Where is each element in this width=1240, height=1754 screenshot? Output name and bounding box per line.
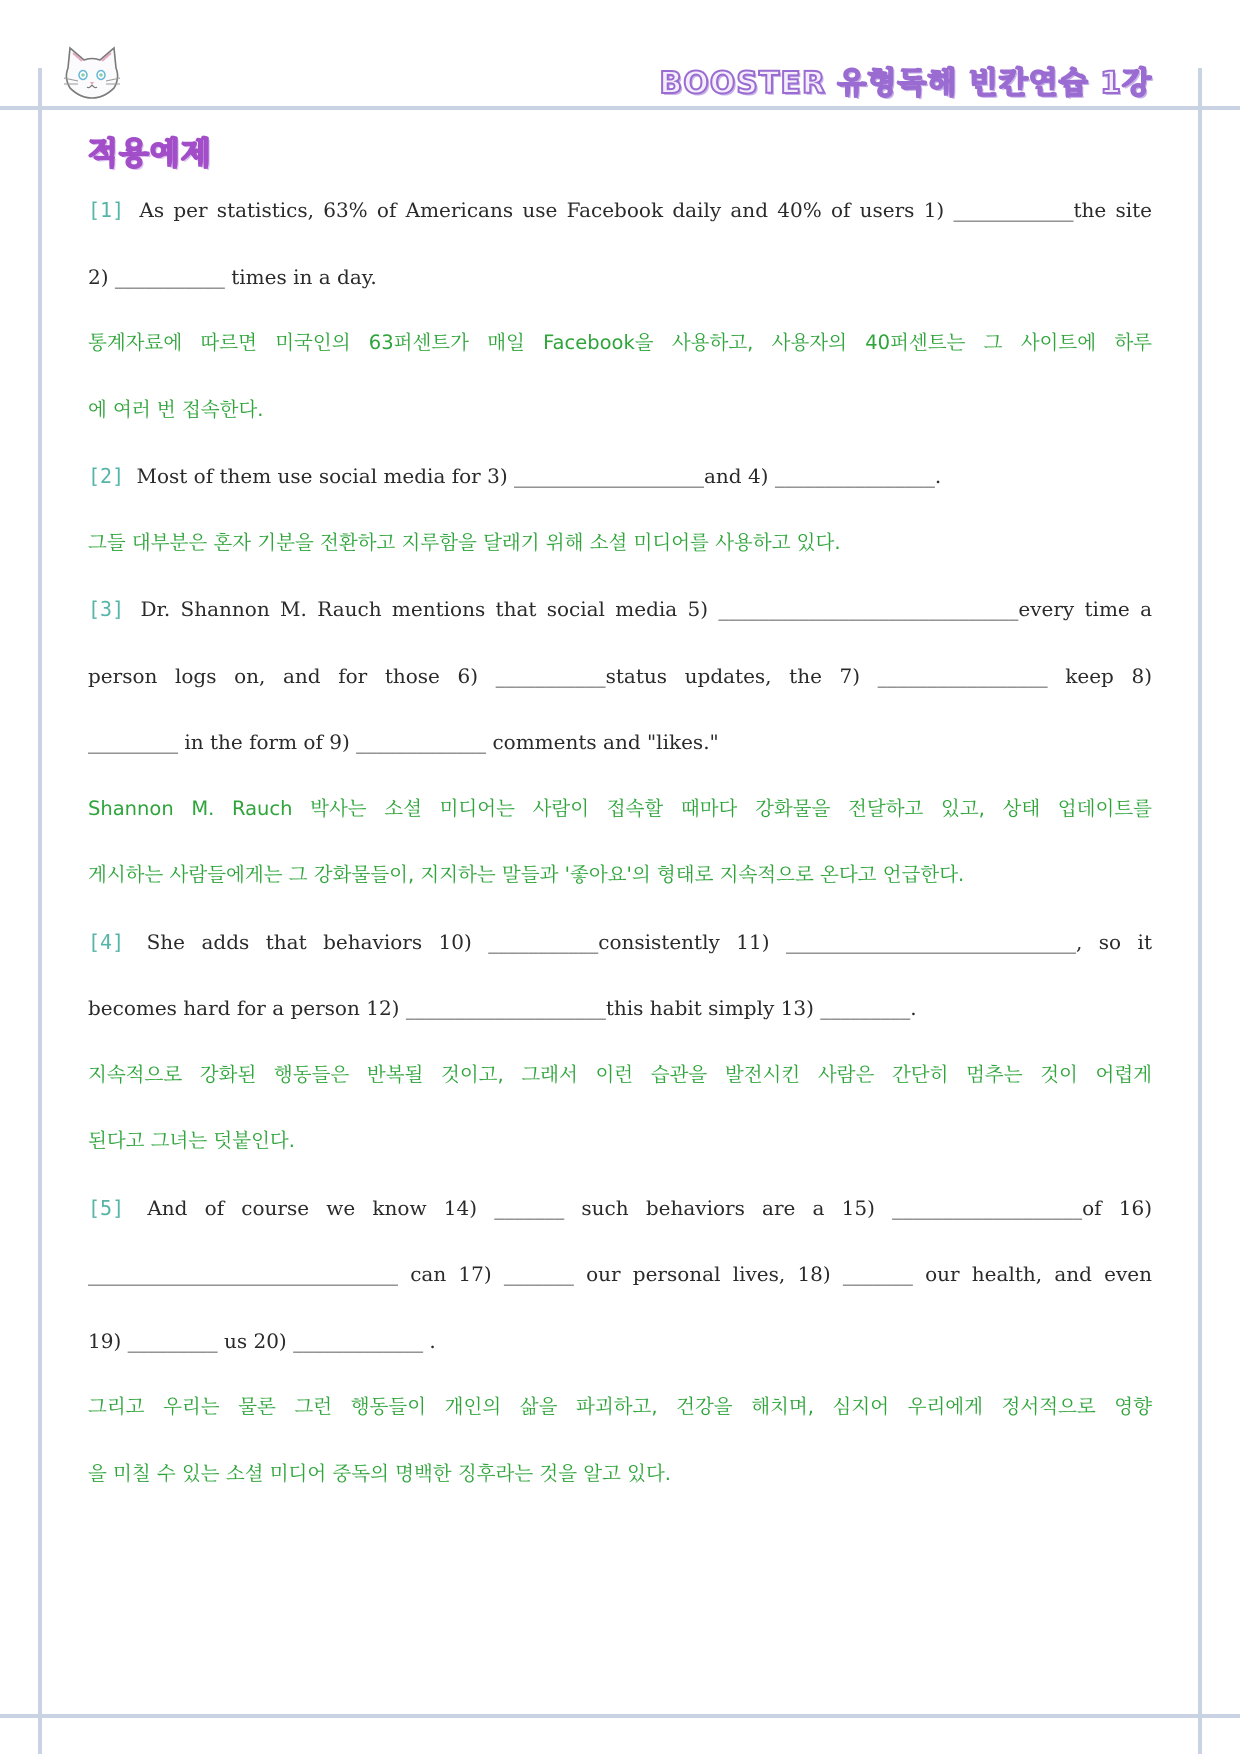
cat-face-icon (60, 44, 124, 102)
paragraph-number: [2] (88, 464, 125, 488)
english-passage-line (88, 726, 1152, 758)
korean-translation-line (88, 1458, 1152, 1490)
english-passage-line (88, 1192, 1152, 1224)
right-border (1198, 68, 1202, 1754)
line-text: 된다고 그녀는 덧붙인다. (88, 1129, 295, 1152)
english-passage-line (88, 1325, 1152, 1357)
line-text: Shannon M. Rauch 박사는 소셜 미디어는 사람이 접속할 때마다 강화물을 전달하고 있고, 상태 업데이트를 (88, 797, 1152, 820)
english-passage-line (88, 593, 1152, 625)
english-passage-line (88, 194, 1152, 226)
korean-translation-line (88, 793, 1152, 825)
section-title: 적용예제 (88, 136, 212, 172)
line-text: Most of them use social media for 3) ___________________and 4) ________________. (136, 464, 942, 488)
line-text: She adds that behaviors 10) ___________consistently 11) _____________________________, so it (146, 930, 1152, 954)
line-text: Dr. Shannon M. Rauch mentions that social media 5) ______________________________every time a (140, 597, 1152, 621)
paragraph-number: [4] (88, 930, 125, 954)
english-passage-line (88, 1258, 1152, 1290)
line-text: 을 미칠 수 있는 소셜 미디어 중독의 명백한 징후라는 것을 알고 있다. (88, 1462, 671, 1485)
line-text: 통계자료에 따르면 미국인의 63퍼센트가 매일 Facebook을 사용하고, 사용자의 40퍼센트는 그 사이트에 하루 (88, 331, 1152, 354)
korean-translation-line (88, 527, 1152, 559)
english-passage-line (88, 926, 1152, 958)
line-text: becomes hard for a person 12) ____________________this habit simply 13) _________. (88, 996, 917, 1020)
line-text: 게시하는 사람들에게는 그 강화물들이, 지지하는 말들과 '좋아요'의 형태로 지속적으로 온다고 언급한다. (88, 863, 965, 886)
line-text: person logs on, and for those 6) ___________status updates, the 7) _________________ keep 8) (88, 664, 1152, 688)
korean-translation-line (88, 394, 1152, 426)
line-text: 19) _________ us 20) _____________ . (88, 1329, 436, 1353)
line-text: 지속적으로 강화된 행동들은 반복될 것이고, 그래서 이런 습관을 발전시킨 사람은 간단히 멈추는 것이 어렵게 (88, 1063, 1152, 1086)
line-text: 그리고 우리는 물론 그런 행동들이 개인의 삶을 파괴하고, 건강을 해치며, 심지어 우리에게 정서적으로 영향 (88, 1395, 1152, 1418)
korean-translation-line (88, 327, 1152, 359)
paragraph-number: [1] (88, 198, 125, 222)
line-text: 에 여러 번 접속한다. (88, 398, 264, 421)
page-header-title: BOOSTER 유형독해 빈칸연습 1강 (659, 66, 1152, 101)
line-text: 그들 대부분은 혼자 기분을 전환하고 지루함을 달래기 위해 소셜 미디어를 사용하고 있다. (88, 531, 841, 554)
line-text: As per statistics, 63% of Americans use Facebook daily and 40% of users 1) ____________the site (139, 198, 1152, 222)
left-border (38, 68, 42, 1754)
line-text: 2) ___________ times in a day. (88, 265, 377, 289)
top-divider (0, 106, 1240, 110)
english-passage-line (88, 460, 1152, 492)
line-text: _________ in the form of 9) _____________ comments and "likes." (88, 730, 719, 754)
paragraph-number: [5] (88, 1196, 125, 1220)
english-passage-line (88, 660, 1152, 692)
bottom-divider (0, 1714, 1240, 1718)
korean-translation-line (88, 1125, 1152, 1157)
english-passage-line (88, 261, 1152, 293)
english-passage-line (88, 992, 1152, 1024)
korean-translation-line (88, 1391, 1152, 1423)
korean-translation-line (88, 1059, 1152, 1091)
korean-translation-line (88, 859, 1152, 891)
line-text: And of course we know 14) _______ such behaviors are a 15) ___________________of 16) (147, 1196, 1152, 1220)
paragraph-number: [3] (88, 597, 125, 621)
line-text: _______________________________ can 17) _______ our personal lives, 18) _______ our health, and even (88, 1262, 1152, 1286)
